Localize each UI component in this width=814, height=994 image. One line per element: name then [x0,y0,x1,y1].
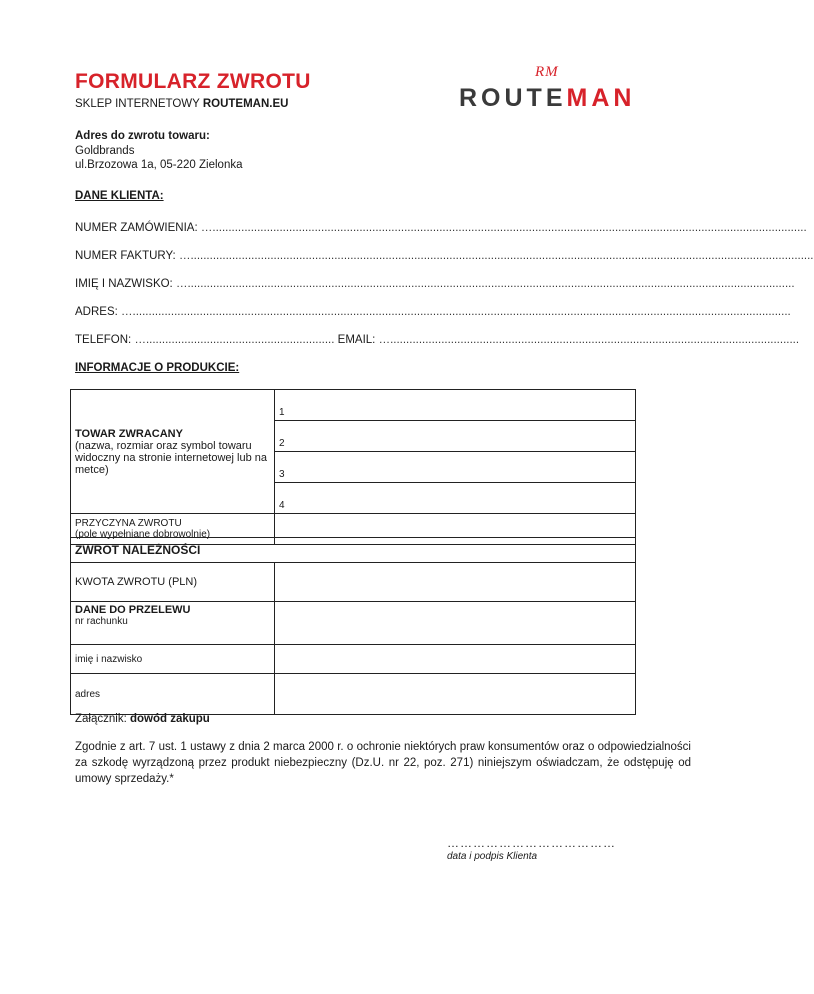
account-input-cell[interactable] [275,602,636,645]
attachment-note [75,713,210,725]
return-address-line1: Goldbrands [75,145,135,157]
product-table [70,389,636,545]
reason-hint: (pole wypełniane dobrowolnie) [75,529,211,540]
returned-item-label-cell [71,390,275,514]
client-section-heading: DANE KLIENTA: [75,190,164,202]
withdrawal-declaration: Zgodnie z art. 7 ust. 1 ustawy z dnia 2 marca 2000 r. o ochronie niektórych praw konsumentów oraz o odpowiedzialności za szkodę wyrządzoną przez produkt niebezpieczny (Dz.U. nr 22, poz. 271) niniejszym oświadczam, że odstępuję od umowy sprzedaży.* [75,741,691,785]
logo-wordmark [459,84,635,113]
signature-line[interactable]: ………………………………… [447,836,616,850]
item-row-1[interactable] [275,390,636,421]
attachment-value: dowód zakupu [129,713,210,725]
item-row-number: 2 [279,438,285,449]
form-title: FORMULARZ ZWROTU [75,70,311,93]
order-number-field[interactable]: NUMER ZAMÓWIENIA: ….......................................................................................................................................................................................... [75,222,807,234]
name-label: IMIĘ I NAZWISKO: [75,278,173,290]
routeman-logo [455,60,665,120]
shop-brand: ROUTEMAN.EU [202,98,289,110]
refund-table [70,537,636,715]
item-row-number: 3 [279,469,285,480]
invoice-number-field[interactable]: NUMER FAKTURY: …................................................................................................................................................................................................... [75,250,814,262]
phone-label: TELEFON: [75,334,132,346]
name-field[interactable]: IMIĘ I NAZWISKO: ….............................................................................................................................................................................................. [75,278,795,290]
shop-subtitle [75,98,288,110]
logo-text-dark: ROUTE [459,84,567,112]
attachment-prefix: Załącznik: [75,713,130,725]
item-row-4[interactable] [275,483,636,514]
return-address-heading: Adres do zwrotu towaru: [75,130,210,142]
amount-label: KWOTA ZWROTU (PLN) [71,563,275,602]
item-row-2[interactable] [275,421,636,452]
address-label: ADRES: [75,306,118,318]
transfer-heading: DANE DO PRZELEWU [75,604,191,616]
signature-label: data i podpis Klienta [447,851,538,862]
returned-item-hint: (nazwa, rozmiar oraz symbol towaru widoczny na stronie internetowej lub na metce) [75,439,268,476]
reason-label: PRZYCZYNA ZWROTU [75,518,182,529]
order-number-label: NUMER ZAMÓWIENIA: [75,222,198,234]
return-address-line2: ul.Brzozowa 1a, 05-220 Zielonka [75,159,243,171]
item-row-number: 4 [279,500,285,511]
logo-mark: RM [535,64,559,80]
recipient-name-label: imię i nazwisko [71,645,275,674]
address-field[interactable]: ADRES: ….............................................................................................................................................................................................................. [75,306,791,318]
phone-email-field[interactable]: TELEFON: …........................................................... EMAIL: …................................................................................................................................ [75,334,800,346]
recipient-address-label: adres [71,674,275,715]
email-label: EMAIL: [337,334,376,346]
transfer-label-cell [71,602,275,645]
product-section-heading: INFORMACJE O PRODUKCIE: [75,362,240,374]
refund-heading: ZWROT NALEŻNOŚCI [71,538,636,563]
returned-item-label: TOWAR ZWRACANY [75,427,183,440]
item-row-number: 1 [279,407,285,418]
subtitle-prefix: SKLEP INTERNETOWY [75,98,203,110]
recipient-name-input-cell[interactable] [275,645,636,674]
recipient-address-input-cell[interactable] [275,674,636,715]
logo-text-red: MAN [566,84,636,112]
amount-input-cell[interactable] [275,563,636,602]
invoice-number-label: NUMER FAKTURY: [75,250,176,262]
account-label: nr rachunku [75,616,128,627]
item-row-3[interactable] [275,452,636,483]
